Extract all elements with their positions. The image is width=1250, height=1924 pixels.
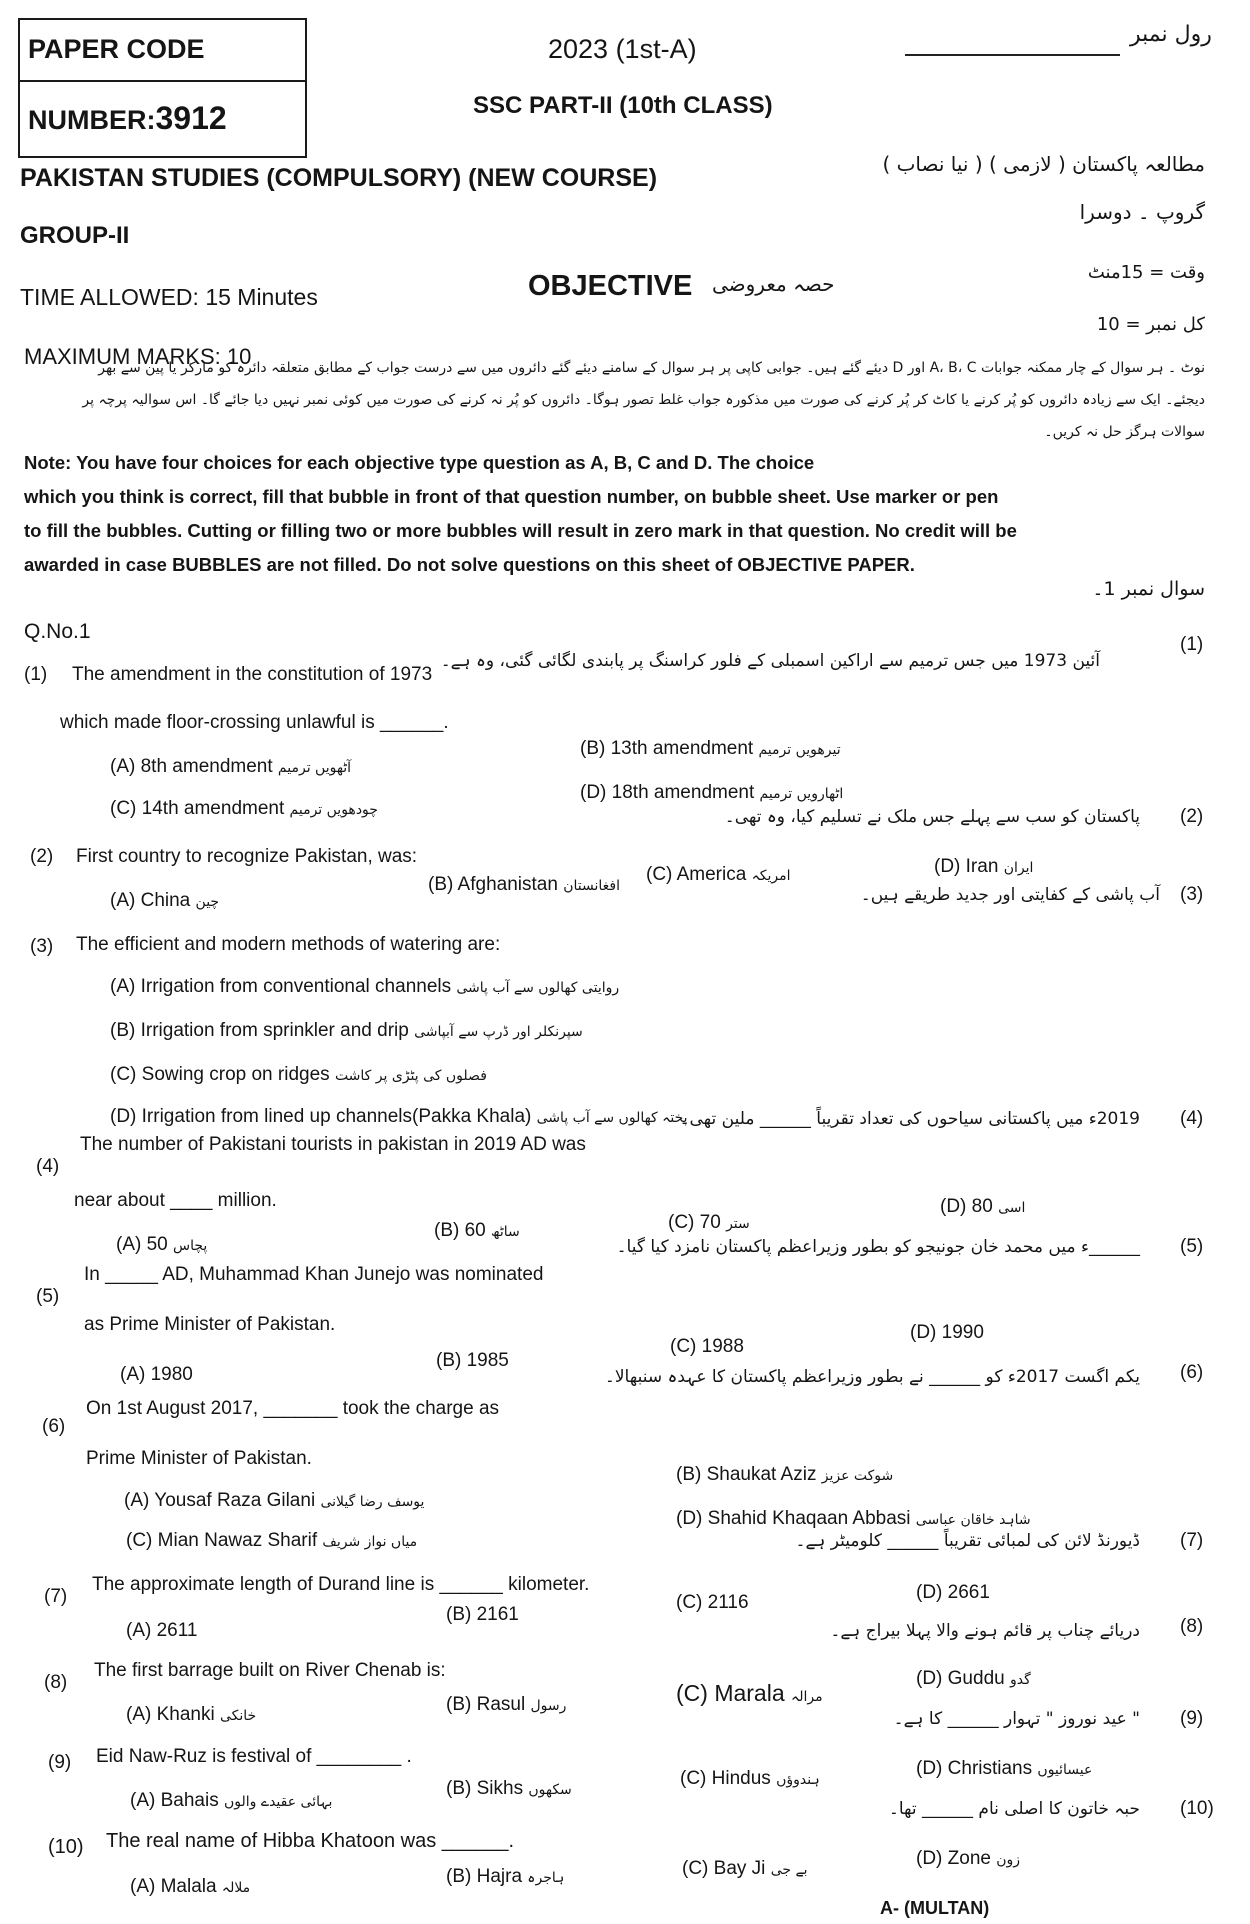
q6-option-d-ur: شاہد خاقان عباسی [915,1512,1031,1528]
q7-option-a: (A) 2611 [126,1620,198,1641]
q10-option-a-ur: ملالہ [221,1880,251,1896]
q9-option-b-ur: سکھوں [528,1782,572,1798]
q2-number: (2) [30,846,54,867]
q5-text-line-2: as Prime Minister of Pakistan. [84,1314,336,1335]
q4-urdu-number: (4) [1180,1108,1204,1129]
q7-option-d: (D) 2661 [916,1582,990,1603]
q3-option-d-ur: پختہ کھالوں سے آب پاشی [536,1110,688,1126]
q3-option-a-en: (A) Irrigation from conventional channels [110,976,452,997]
q4-option-a-ur: پچاس [173,1238,208,1254]
q4-option-c [668,1212,750,1234]
exam-year: 2023 (1st-A) [548,34,697,64]
roll-no-urdu: رول نمبر [1130,22,1212,47]
q10-option-b-ur: ہاجرہ [527,1870,565,1886]
q1-option-a-en: (A) 8th amendment [110,756,273,777]
q8-option-a-en: (A) Khanki [126,1704,215,1725]
note-urdu-line-1: نوٹ ۔ ہر سوال کے چار ممکنہ جوابات A، B، C اور D دیئے گئے ہیں۔ جوابی کاپی پر ہر سوال کے سامنے دیئے گئے دائروں میں سے درست جواب کے مطابق متعلقہ دائرہ کو مارکر یا پین سے بھر [98,360,1205,376]
q3-option-c-en: (C) Sowing crop on ridges [110,1064,330,1085]
q9-option-c [680,1768,820,1790]
q8-urdu-number: (8) [1180,1616,1204,1637]
q1-option-d-en: (D) 18th amendment [580,782,755,803]
q3-option-d [110,1106,688,1128]
q4-option-c-ur: ستر [726,1216,750,1232]
q9-number: (9) [48,1752,72,1773]
q9-option-c-en: (C) Hindus [680,1768,771,1789]
q2-urdu-number: (2) [1180,806,1204,827]
q1-option-a-ur: آٹھویں ترمیم [277,760,352,776]
q6-option-a [124,1490,424,1512]
q3-text: The efficient and modern methods of watering are: [76,934,501,955]
q4-option-a [116,1234,207,1256]
paper-number-label [28,100,227,137]
q9-option-a-en: (A) Bahais [130,1790,219,1811]
q4-option-d [940,1196,1025,1218]
q5-option-a: (A) 1980 [120,1364,193,1385]
q7-urdu-number: (7) [1180,1530,1204,1551]
q8-text: The first barrage built on River Chenab is: [94,1660,446,1681]
q8-option-d-en: (D) Guddu [916,1668,1005,1689]
q4-option-c-en: (C) 70 [668,1212,721,1233]
time-urdu: وقت = 15منٹ [1087,262,1205,283]
q9-option-a-ur: بہائی عقیدے والوں [223,1794,333,1810]
q5-option-c: (C) 1988 [670,1336,744,1357]
q2-option-c-en: (C) America [646,864,747,885]
q5-urdu: ______ء میں محمد خان جونیجو کو بطور وزیراعظم پاکستان نامزد کیا گیا۔ [616,1237,1140,1257]
q6-option-a-ur: یوسف رضا گیلانی [320,1494,425,1510]
time-allowed: TIME ALLOWED: 15 Minutes [20,284,318,310]
q10-option-c-en: (C) Bay Ji [682,1858,766,1879]
q5-text-line-1: In _____ AD, Muhammad Khan Junejo was nominated [84,1264,544,1285]
q2-option-d-ur: ایران [1003,860,1034,876]
q10-number: (10) [48,1836,84,1858]
maximum-marks: MAXIMUM MARKS: 10 [24,344,252,369]
q9-option-a [130,1790,332,1812]
q2-option-b-ur: افغانستان [563,878,620,894]
q2-text: First country to recognize Pakistan, was: [76,846,418,867]
q1-option-b-en: (B) 13th amendment [580,738,754,759]
q1-option-b-ur: تیرھویں ترمیم [758,742,841,758]
q3-option-b-ur: سپرنکلر اور ڈرپ سے آبپاشی [414,1024,583,1040]
q8-option-d [916,1668,1031,1690]
q1-option-a [110,756,351,778]
q5-option-b: (B) 1985 [436,1350,509,1371]
q3-option-c [110,1064,487,1086]
group-urdu: گروپ ۔ دوسرا [1079,200,1205,224]
q7-option-b: (B) 2161 [446,1604,519,1625]
q3-option-b-en: (B) Irrigation from sprinkler and drip [110,1020,409,1041]
q10-option-b [446,1866,564,1888]
q9-urdu: " عید نوروز " تہوار ______ کا ہے۔ [893,1709,1140,1729]
q1-text-line-1: The amendment in the constitution of 1973 [72,664,433,685]
q9-option-b [446,1778,572,1800]
q2-option-a-en: (A) China [110,890,191,911]
q9-option-c-ur: ہندوؤں [776,1772,820,1788]
q8-option-c-en: (C) Marala [676,1680,785,1706]
q3-urdu-number: (3) [1180,884,1204,905]
q8-option-b-en: (B) Rasul [446,1694,526,1715]
q3-option-c-ur: فصلوں کی پٹڑی پر کاشت [334,1068,487,1084]
q4-number: (4) [36,1156,60,1177]
q5-urdu-number: (5) [1180,1236,1204,1257]
q4-option-b-en: (B) 60 [434,1220,486,1241]
q2-option-a-ur: چین [195,894,220,910]
q8-option-c [676,1680,823,1707]
q4-text-line-1: The number of Pakistani tourists in pakistan in 2019 AD was [80,1134,586,1155]
q6-option-b-en: (B) Shaukat Aziz [676,1464,817,1485]
q6-option-d [676,1508,1031,1530]
group-label: GROUP-II [20,222,130,249]
q1-text-line-2: which made floor-crossing unlawful is ______. [60,712,449,733]
q8-option-c-ur: مرالہ [791,1689,823,1705]
roll-no-line [905,54,1120,56]
q8-number: (8) [44,1672,68,1693]
q1-option-b [580,738,841,760]
q6-option-b [676,1464,893,1486]
q9-text: Eid Naw-Ruz is festival of ________ . [96,1746,412,1767]
q1-urdu: آئین 1973 میں جس ترمیم سے اراکین اسمبلی کے فلور کراسنگ پر پابندی لگائی گئی، وہ ہے۔ [440,651,1100,671]
q1-option-d-ur: اٹھارویں ترمیم [759,786,844,802]
note-en-line-2: which you think is correct, fill that bubble in front of that question number, on bubble sheet. Use marker or pen [24,486,999,507]
q6-option-a-en: (A) Yousaf Raza Gilani [124,1490,316,1511]
q9-option-d-ur: عیسائیوں [1037,1762,1093,1778]
note-urdu-line-2: دیجئے۔ ایک سے زیادہ دائروں کو پُر کرنے یا کاٹ کر پُر کرنے کی صورت میں مذکورہ جواب غلط تصور ہوگا۔ دائروں کو پُر نہ کرنے کی صورت میں کوئی نمبر نہیں دیا جائے گا۔ اس سوالیہ پرچہ پر [82,392,1205,408]
note-en-line-1: Note: You have four choices for each objective type question as A, B, C and D. The choice [24,452,815,473]
q3-option-a-ur: روایتی کھالوں سے آب پاشی [456,980,620,996]
q7-urdu: ڈیورنڈ لائن کی لمبائی تقریباً ______ کلومیٹر ہے۔ [795,1531,1140,1551]
number-value: 3912 [155,100,227,136]
subject-urdu: مطالعہ پاکستان ( لازمی ) ( نیا نصاب ) [882,152,1205,176]
q9-option-b-en: (B) Sikhs [446,1778,524,1799]
q3-option-d-en: (D) Irrigation from lined up channels(Pakka Khala) [110,1106,532,1127]
q2-option-b-en: (B) Afghanistan [428,874,558,895]
q6-text-line-2: Prime Minister of Pakistan. [86,1448,312,1469]
q8-option-b [446,1694,566,1716]
q7-option-c: (C) 2116 [676,1592,749,1613]
q1-option-c [110,798,378,820]
note-urdu-line-3: سوالات ہرگز حل نہ کریں۔ [1044,424,1205,440]
marks-urdu: کل نمبر = 10 [1096,314,1205,335]
q8-urdu: دریائے چناب پر قائم ہونے والا پہلا بیراج ہے۔ [830,1621,1140,1641]
subject-title: PAKISTAN STUDIES (COMPULSORY) (NEW COURSE) [20,164,658,192]
q1-option-c-en: (C) 14th amendment [110,798,285,819]
q7-text: The approximate length of Durand line is ______ kilometer. [92,1574,590,1595]
q6-option-d-en: (D) Shahid Khaqaan Abbasi [676,1508,911,1529]
note-en-line-3: to fill the bubbles. Cutting or filling two or more bubbles will result in zero mark in that question. No credit will be [24,520,1017,541]
q4-urdu: 2019ء میں پاکستانی سیاحوں کی تعداد تقریباً ______ ملین تھی۔ [679,1109,1140,1129]
paper-code-label: PAPER CODE [28,34,205,64]
q1-option-c-ur: چودھویں ترمیم [289,802,378,818]
footer-code: A- (MULTAN) [880,1898,990,1918]
q8-option-b-ur: رسول [530,1698,567,1714]
q6-option-c [126,1530,417,1552]
q8-option-d-ur: گدو [1009,1672,1031,1688]
q7-number: (7) [44,1586,68,1607]
q4-option-b [434,1220,520,1242]
q4-option-a-en: (A) 50 [116,1234,168,1255]
q6-option-c-ur: میاں نواز شریف [322,1534,418,1550]
q5-option-d: (D) 1990 [910,1322,984,1343]
q2-urdu: پاکستان کو سب سے پہلے جس ملک نے تسلیم کیا، وہ تھی۔ [724,807,1140,827]
qno-label: Q.No.1 [24,620,91,643]
q5-number: (5) [36,1286,60,1307]
class-title: SSC PART-II (10th CLASS) [473,92,773,119]
q10-urdu-number: (10) [1180,1798,1214,1819]
q2-option-b [428,874,620,896]
q2-option-c [646,864,791,886]
section-urdu: حصہ معروضی [712,272,835,296]
q6-number: (6) [42,1416,66,1437]
q6-urdu-number: (6) [1180,1362,1204,1383]
number-label: NUMBER: [28,105,156,135]
q10-urdu: حبہ خاتون کا اصلی نام ______ تھا۔ [888,1799,1140,1819]
q10-option-c-ur: بے جی [770,1862,808,1878]
q1-option-d [580,782,843,804]
note-en-line-4: awarded in case BUBBLES are not filled. Do not solve questions on this sheet of OBJECTIVE PAPER. [24,554,915,575]
q9-option-d [916,1758,1092,1780]
q1-number: (1) [24,664,48,685]
paper-code-divider [20,80,305,82]
q10-option-d-en: (D) Zone [916,1848,991,1869]
q3-urdu: آب پاشی کے کفایتی اور جدید طریقے ہیں۔ [860,885,1160,905]
q10-option-d-ur: زون [996,1852,1021,1868]
q4-option-b-ur: ساٹھ [491,1224,520,1240]
q10-option-d [916,1848,1020,1870]
q10-option-b-en: (B) Hajra [446,1866,523,1887]
q10-option-a [130,1876,250,1898]
section-objective: OBJECTIVE [528,270,693,302]
q4-option-d-en: (D) 80 [940,1196,993,1217]
paper-code-box [18,18,307,158]
q6-option-c-en: (C) Mian Nawaz Sharif [126,1530,318,1551]
q10-option-c [682,1858,808,1880]
q6-option-b-ur: شوکت عزیز [821,1468,894,1484]
q2-option-a [110,890,219,912]
q4-option-d-ur: اسی [998,1200,1026,1216]
q9-option-d-en: (D) Christians [916,1758,1033,1779]
q3-number: (3) [30,936,54,957]
q6-text-line-1: On 1st August 2017, _______ took the charge as [86,1398,500,1419]
q8-option-a [126,1704,256,1726]
q2-option-d [934,856,1033,878]
q9-urdu-number: (9) [1180,1708,1204,1729]
q3-option-a [110,976,619,998]
q10-option-a-en: (A) Malala [130,1876,217,1897]
q3-option-b [110,1020,583,1042]
q8-option-a-ur: خانکی [219,1708,257,1724]
qno-urdu: سوال نمبر 1۔ [1092,578,1205,600]
q1-urdu-number: (1) [1180,634,1204,655]
q6-urdu: یکم اگست 2017ء کو ______ نے بطور وزیراعظم پاکستان کا عہدہ سنبھالا۔ [604,1367,1140,1387]
q10-text: The real name of Hibba Khatoon was ______. [106,1830,515,1852]
q4-text-line-2: near about ____ million. [74,1190,277,1211]
q2-option-d-en: (D) Iran [934,856,999,877]
q2-option-c-ur: امریکہ [751,868,791,884]
